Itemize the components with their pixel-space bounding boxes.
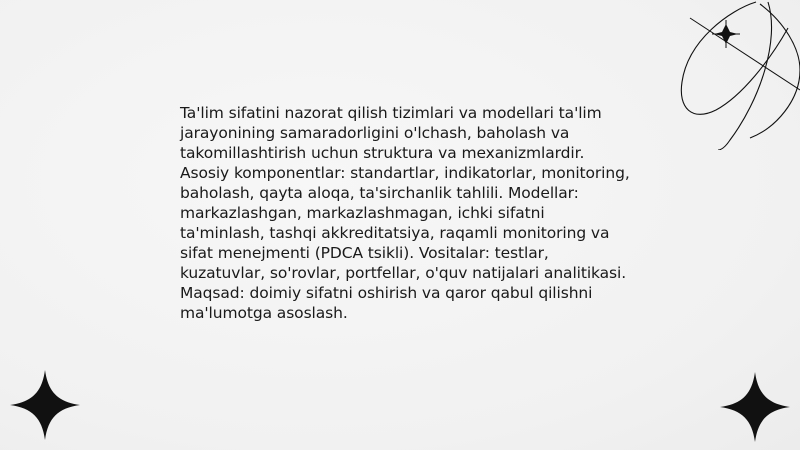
orbit-sparkle-icon <box>660 0 800 150</box>
four-point-star-icon <box>720 372 790 442</box>
four-point-star-icon <box>10 370 80 440</box>
body-paragraph: Ta'lim sifatini nazorat qilish tizimlari va modellari ta'lim jarayonining samaradorligini o'lchash, baholash va takomillashtirish uchun struktura va mexanizmlardir. Asosiy komponentlar: standartlar, indikatorlar, monitoring, baholash, qayta aloqa, ta'sirchanlik tahlili. Modellar: markazlashgan, markazlashmagan, ichki sifatni ta'minlash, tashqi akkreditatsiya, raqamli monitoring va sifat menejmenti (PDCA tsikli). Vositalar: testlar, kuzatuvlar, so'rovlar, portfellar, o'quv natijalari analitikasi. Maqsad: doimiy sifatni oshirish va qaror qabul qilishni ma'lumotga asoslash. <box>180 104 630 322</box>
